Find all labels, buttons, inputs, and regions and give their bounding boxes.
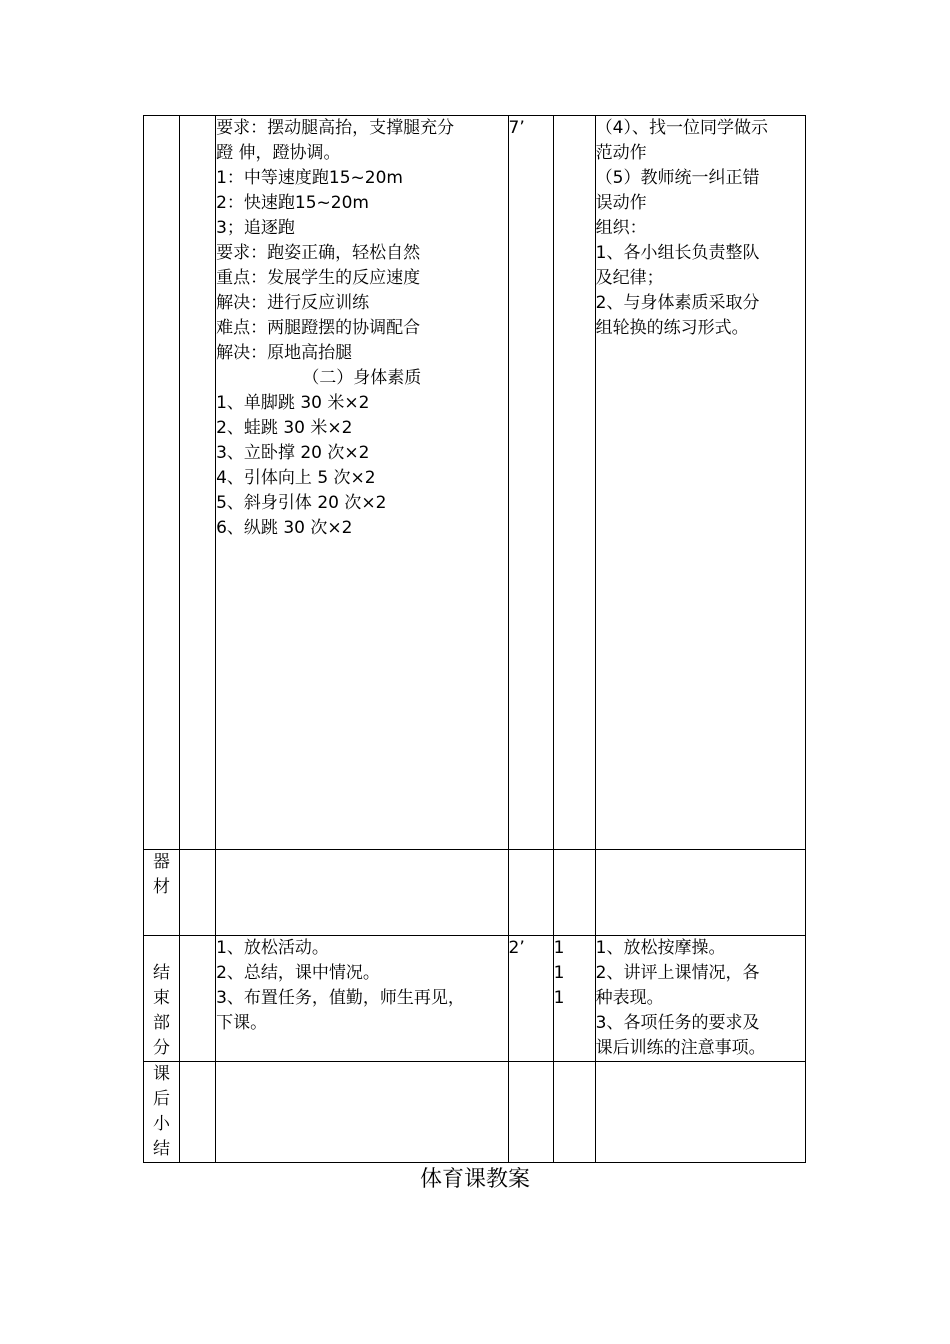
content-line: 解决：进行反应训练 — [216, 293, 370, 313]
exercise-line: 1、单脚跳 30 米×2 — [216, 393, 370, 413]
count-value: 1 — [553, 988, 565, 1008]
sub-label-cell — [180, 116, 216, 850]
notes-line: 组轮换的练习形式。 — [595, 318, 749, 338]
content-line: 2、总结，课中情况。 — [216, 963, 380, 983]
time-cell — [508, 936, 553, 1062]
time-cell — [508, 116, 553, 850]
activity-content-cell — [216, 116, 508, 850]
notes-line: 课后训练的注意事项。 — [595, 1038, 766, 1058]
content-line: 解决：原地高抬腿 — [216, 343, 353, 363]
empty-cell — [508, 1062, 553, 1163]
content-line: 要求：跑姿正确，轻松自然 — [216, 243, 421, 263]
label-char: 课 — [153, 1064, 171, 1084]
notes-line: 3、各项任务的要求及 — [595, 1013, 760, 1033]
notes-line: （4）、找一位同学做示 — [595, 118, 768, 138]
label-char: 部 — [153, 1013, 171, 1033]
content-line: 1、放松活动。 — [216, 938, 329, 958]
empty-cell — [180, 850, 216, 936]
label-char: 后 — [153, 1089, 171, 1109]
notes-line: 组织： — [595, 218, 647, 238]
label-char: 结 — [153, 1139, 171, 1159]
empty-cell — [553, 1062, 595, 1163]
count-cell — [553, 116, 595, 850]
label-char: 分 — [153, 1038, 171, 1058]
content-line: 2：快速跑15~20m — [216, 193, 369, 213]
summary-label-cell — [144, 1062, 180, 1163]
notes-line: 误动作 — [595, 193, 647, 213]
notes-line: 2、与身体素质采取分 — [595, 293, 760, 313]
count-value: 1 — [553, 963, 565, 983]
content-line: 蹬 伸，蹬协调。 — [216, 143, 341, 163]
content-line: 3、布置任务，值勤，师生再见， — [216, 988, 465, 1008]
notes-line: 种表现。 — [595, 988, 664, 1008]
closing-notes-cell — [595, 936, 805, 1062]
equipment-row — [144, 850, 806, 936]
empty-cell — [216, 850, 508, 936]
lesson-plan-table — [143, 115, 806, 1163]
empty-cell — [595, 850, 805, 936]
exercise-line: 2、蛙跳 30 米×2 — [216, 418, 353, 438]
notes-line: （5）教师统一纠正错 — [595, 168, 760, 188]
label-char: 束 — [153, 988, 171, 1008]
empty-cell — [595, 1062, 805, 1163]
exercise-line: 5、斜身引体 20 次×2 — [216, 493, 387, 513]
closing-label-cell — [144, 936, 180, 1062]
content-line: 重点：发展学生的反应速度 — [216, 268, 421, 288]
section-label-cell — [144, 116, 180, 850]
notes-line: 1、各小组长负责整队 — [595, 243, 760, 263]
footer-title: 体育课教案 — [419, 1167, 530, 1192]
content-line: 下课。 — [216, 1013, 268, 1033]
label-char: 器 — [153, 852, 171, 872]
notes-line: 2、讲评上课情况，各 — [595, 963, 760, 983]
count-cell — [553, 936, 595, 1062]
count-value: 1 — [553, 938, 565, 958]
label-char: 小 — [153, 1114, 171, 1134]
exercise-line: 3、立卧撑 20 次×2 — [216, 443, 370, 463]
label-char: 结 — [153, 963, 171, 983]
content-line: 3；追逐跑 — [216, 218, 295, 238]
post-lesson-summary-row — [144, 1062, 806, 1163]
equipment-label-cell — [144, 850, 180, 936]
content-line: 要求：摆动腿高抬，支撑腿充分 — [216, 118, 455, 138]
exercise-line: 4、引体向上 5 次×2 — [216, 468, 376, 488]
content-line: 难点：两腿蹬摆的协调配合 — [216, 318, 421, 338]
main-activity-row — [144, 116, 806, 850]
closing-content-cell — [216, 936, 508, 1062]
empty-cell — [180, 936, 216, 1062]
section-heading: （二）身体素质 — [302, 368, 422, 388]
time-value: 7’ — [508, 118, 525, 138]
label-char: 材 — [153, 877, 171, 897]
closing-section-row — [144, 936, 806, 1062]
organization-notes-cell — [595, 116, 805, 850]
notes-line: 1、放松按摩操。 — [595, 938, 726, 958]
notes-line: 及纪律； — [595, 268, 664, 288]
empty-cell — [180, 1062, 216, 1163]
empty-cell — [508, 850, 553, 936]
exercise-line: 6、纵跳 30 次×2 — [216, 518, 353, 538]
time-value: 2’ — [508, 938, 525, 958]
empty-cell — [216, 1062, 508, 1163]
content-line: 1：中等速度跑15~20m — [216, 168, 403, 188]
notes-line: 范动作 — [595, 143, 647, 163]
empty-cell — [553, 850, 595, 936]
